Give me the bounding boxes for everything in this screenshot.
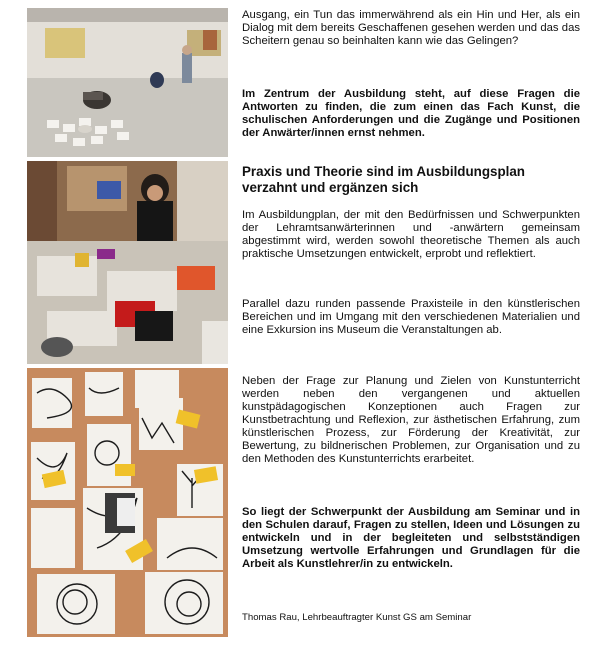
conclusion-paragraph: So liegt der Schwerpunkt der Ausbildung am Seminar und in den Schulen darauf, Fragen zu stellen, Ideen und Lösungen zu entwickeln und in der begleiteten und selbstständigen Umsetzung wertvolle Erfahrungen und Grundlagen für die Arbeit als Kunstlehrer/in zu entwickeln. (242, 506, 580, 570)
photo-studio-floor-work (27, 8, 228, 157)
topics-paragraph: Neben der Frage zur Planung und Zielen von Kunstunterricht werden neben den vergangenen und aktuellen kunstpädagogischen Konzeptionen auch Fragen zur Kunstbetrachtung und Reflexion, zur ästhetischen Erfahrung, zum künstlerischen Prozess, zur Förderung der Kreativität, zur Bewertung, zu bildnerischen Problemen, zur Organisation und zu den Methoden des Kunstunterrichts erarbeitet. (242, 375, 580, 465)
photo-craft-table (27, 161, 228, 364)
photo-drawings-on-floor (27, 368, 228, 637)
intro-paragraph: Ausgang, ein Tun das immerwährend als ein Hin und Her, als ein Dialog mit dem bereits Geschaffenen gesehen werden und das das Scheitern genau so beinhalten kann wie das Gelingen? (242, 9, 580, 47)
section-heading: Praxis und Theorie sind im Ausbildungsplan verzahnt und ergänzen sich (242, 164, 525, 195)
author-credit: Thomas Rau, Lehrbeauftragter Kunst GS am Seminar (242, 612, 472, 623)
plan-paragraph: Im Ausbildungplan, der mit den Bedürfnissen und Schwerpunkten der Lehramtsanwärterinnen und -anwärtern gemeinsam abgestimmt wird, werden sowohl theoretische Themen als auch praktische Umsetzungen entwickelt, erprobt und reflektiert. (242, 209, 580, 260)
focus-paragraph: Im Zentrum der Ausbildung steht, auf diese Fragen die Antworten zu finden, die zum einen das Fach Kunst, die schulischen Anforderungen und die Zugänge und Positionen der Anwärter/innen ernst nehmen. (242, 88, 580, 139)
parallel-paragraph: Parallel dazu runden passende Praxisteile in den künstlerischen Bereichen und im Umgang mit den verschiedenen Materialien und eine Exkursion ins Museum die Veranstaltungen ab. (242, 298, 580, 336)
